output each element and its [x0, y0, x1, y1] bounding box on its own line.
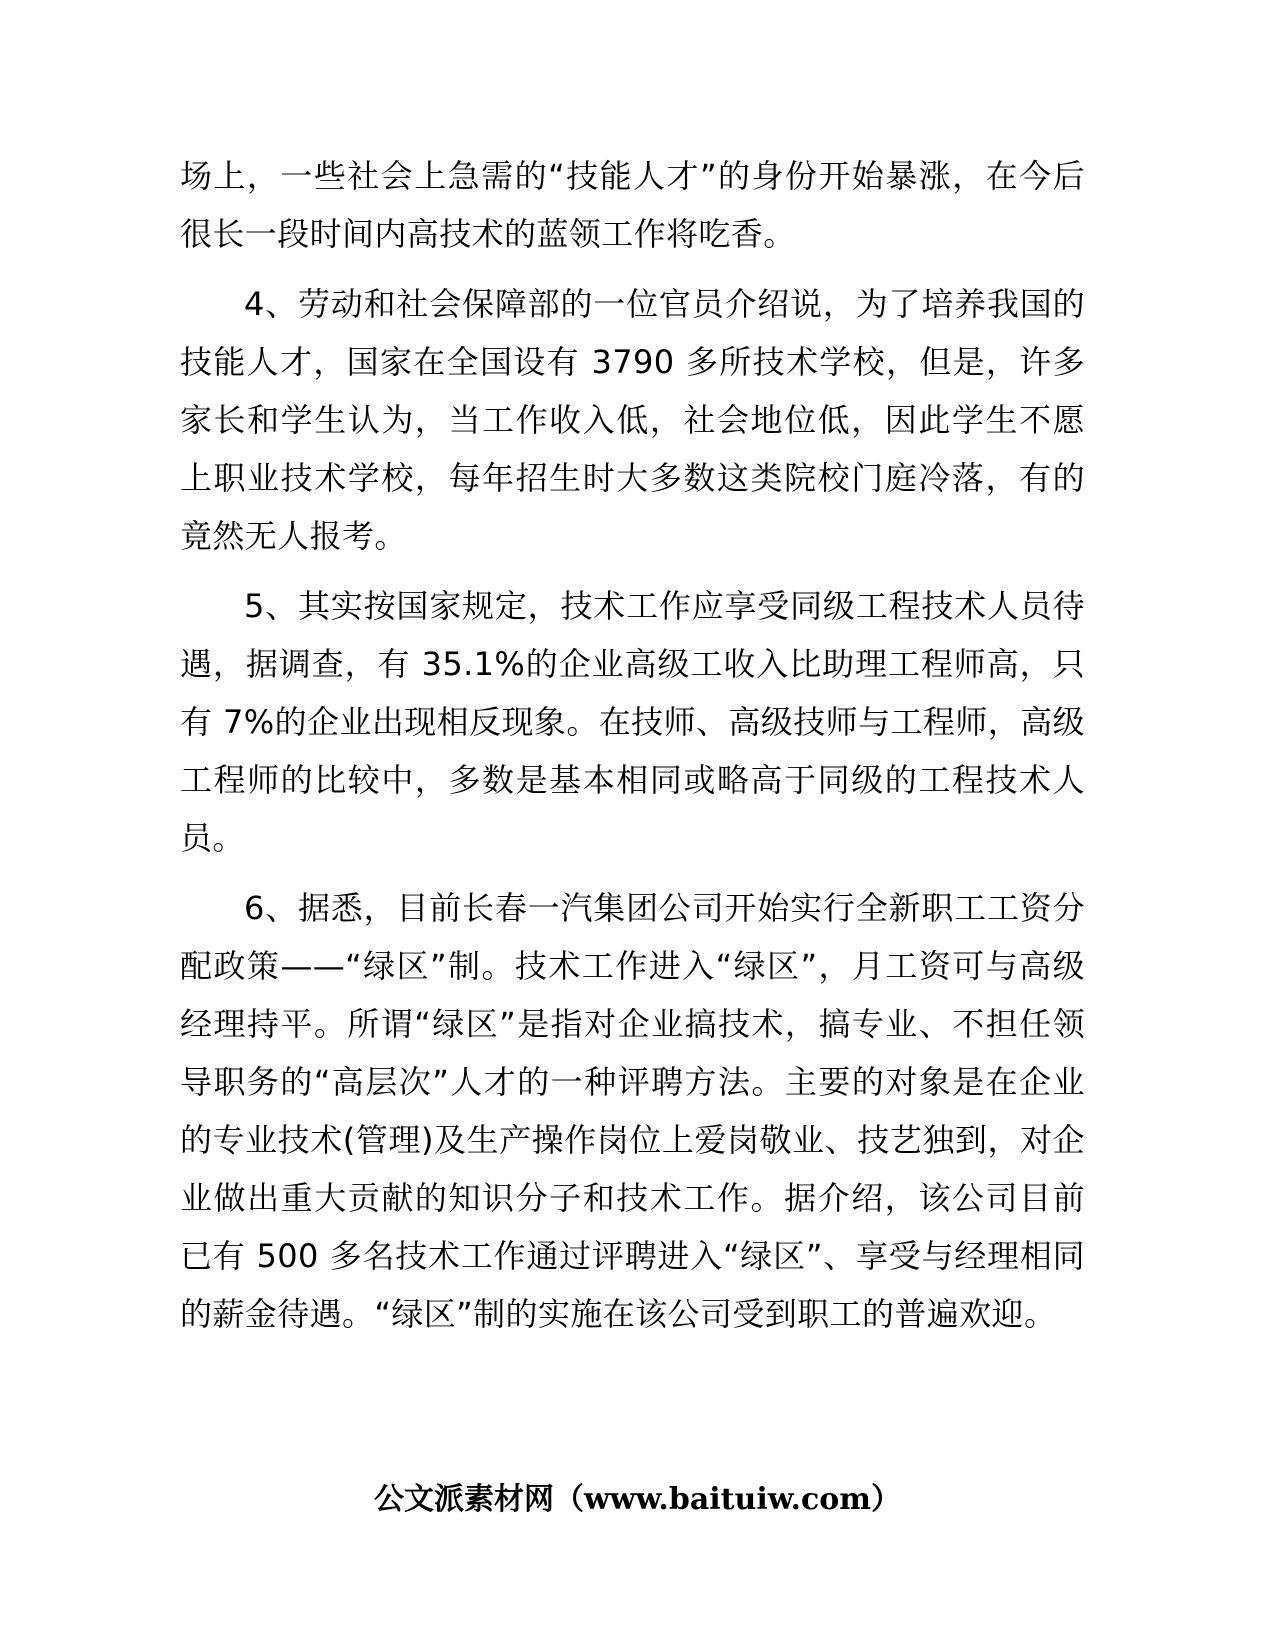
document-body [180, 147, 1085, 1355]
paragraph-item-5: 5、其实按国家规定，技术工作应享受同级工程技术人员待遇，据调查，有 35.1%的企业高级工收入比助理工程师高，只有 7%的企业出现相反现象。在技师、高级技师与工程师，高级工程师的比较中，多数是基本相同或略高于同级的工程技术人员。 [180, 587, 1085, 857]
paragraph-item-6: 6、据悉，目前长春一汽集团公司开始实行全新职工工资分配政策——“绿区”制。技术工作进入“绿区”，月工资可与高级经理持平。所谓“绿区”是指对企业搞技术，搞专业、不担任领导职务的“高层次”人才的一种评聘方法。主要的对象是在企业的专业技术(管理)及生产操作岗位上爱岗敬业、技艺独到，对企业做出重大贡献的知识分子和技术工作。据介绍，该公司目前已有 500 多名技术工作通过评聘进入“绿区”、享受与经理相同的薪金待遇。“绿区”制的实施在该公司受到职工的普遍欢迎。 [180, 889, 1085, 1333]
page-footer: 公文派素材网（www.baituiw.com） [373, 1482, 902, 1517]
paragraph-item-4: 4、劳动和社会保障部的一位官员介绍说，为了培养我国的技能人才，国家在全国设有 3790 多所技术学校，但是，许多家长和学生认为，当工作收入低，社会地位低，因此学生不愿上职业技术学校，每年招生时大多数这类院校门庭冷落，有的竟然无人报考。 [180, 285, 1085, 555]
paragraph-continuation: 场上，一些社会上急需的“技能人才”的身份开始暴涨，在今后很长一段时间内高技术的蓝领工作将吃香。 [180, 157, 1085, 253]
